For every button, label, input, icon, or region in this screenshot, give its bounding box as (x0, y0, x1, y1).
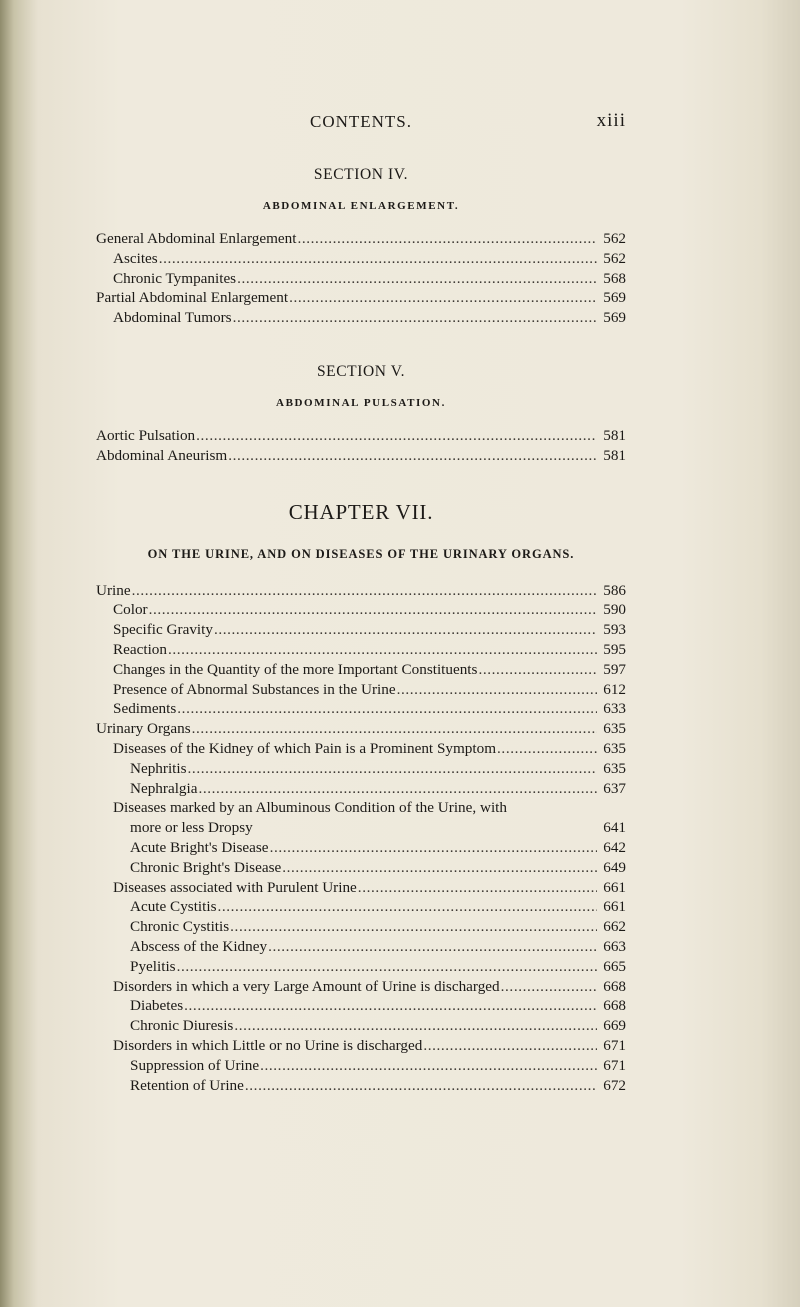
leader-dots (270, 838, 597, 858)
entry-page: 663 (603, 937, 626, 955)
entry-page: 661 (603, 898, 626, 916)
entry-page: 562 (603, 230, 626, 247)
entry-label: Aortic Pulsation (96, 426, 196, 444)
chapter-7-subtitle: ON THE URINE, AND ON DISEASES OF THE URINARY ORGANS. (147, 546, 575, 561)
entry-label: Diseases of the Kidney of which Pain is a Prominent Symptom (113, 739, 497, 757)
leader-dots (260, 1056, 597, 1076)
leader-dots (233, 308, 597, 328)
toc-entry[interactable] (96, 957, 626, 977)
leader-dots (501, 977, 597, 997)
toc-entry[interactable] (96, 660, 626, 680)
entry-label: Partial Abdominal Enlargement (96, 289, 289, 307)
entry-page: 562 (603, 249, 626, 267)
entry-page: 665 (603, 957, 626, 975)
leader-dots (192, 719, 597, 739)
toc-entry[interactable] (96, 1036, 626, 1056)
entry-page: 586 (603, 581, 626, 599)
entry-label: Abdominal Aneurism (96, 446, 228, 464)
leader-dots (230, 917, 597, 937)
section-5-subtitle: ABDOMINAL PULSATION. (276, 396, 446, 409)
leader-dots (214, 620, 597, 640)
entry-label: Diabetes (130, 997, 184, 1015)
leader-dots (177, 699, 597, 719)
entry-page: 637 (603, 779, 626, 797)
entry-page: 635 (603, 739, 626, 757)
running-head (96, 112, 626, 142)
entry-label: General Abdominal Enlargement (96, 230, 297, 247)
entry-page: 595 (603, 640, 626, 658)
toc-entry[interactable] (96, 739, 626, 759)
entry-page: 668 (603, 977, 626, 995)
leader-dots (289, 288, 597, 308)
entry-label: Pyelitis (130, 957, 176, 975)
leader-dots (159, 249, 597, 269)
leader-dots (196, 426, 597, 446)
entry-label: Chronic Bright's Disease (130, 858, 282, 876)
entry-page: 569 (603, 309, 626, 327)
toc-entry[interactable] (96, 759, 626, 779)
entry-label: Nephralgia (130, 779, 198, 797)
leader-dots (217, 897, 597, 917)
toc-entry[interactable] (96, 897, 626, 917)
entry-page: 568 (603, 269, 626, 287)
entry-page: 649 (603, 858, 626, 876)
entry-label: Presence of Abnormal Substances in the Urine (113, 680, 396, 698)
toc-entry[interactable] (96, 600, 626, 620)
toc-entry[interactable] (96, 977, 626, 997)
entry-page: 590 (603, 601, 626, 619)
entry-page: 593 (603, 621, 626, 639)
entry-label: Specific Gravity (113, 621, 213, 639)
entry-page: 597 (603, 660, 626, 678)
entry-page: 662 (603, 918, 626, 936)
toc-entry[interactable] (96, 249, 626, 269)
leader-dots (149, 600, 597, 620)
entry-label: Suppression of Urine (130, 1056, 260, 1074)
leader-dots (168, 640, 597, 660)
leader-dots (297, 229, 597, 249)
toc-entry[interactable] (96, 878, 626, 898)
leader-dots (132, 581, 597, 601)
entry-page: 635 (603, 759, 626, 777)
entry-label: Urine (96, 581, 131, 599)
toc-entry[interactable] (96, 446, 626, 466)
toc-entry[interactable] (96, 996, 626, 1016)
toc-entry[interactable] (96, 699, 626, 719)
toc-entry[interactable] (96, 1016, 626, 1036)
entry-label: Acute Bright's Disease (130, 838, 269, 856)
leader-dots (184, 996, 597, 1016)
entry-label: Reaction (113, 640, 167, 658)
leader-dots (245, 1076, 597, 1096)
entry-page: 635 (603, 720, 626, 738)
toc-entry[interactable] (96, 620, 626, 640)
leader-dots (177, 957, 597, 977)
toc-entry[interactable] (96, 937, 626, 957)
toc-entry[interactable] (96, 581, 626, 601)
leader-dots (397, 680, 597, 700)
toc-entry[interactable] (96, 308, 626, 328)
section-4-subtitle: ABDOMINAL ENLARGEMENT. (262, 200, 460, 212)
entry-line-1 (113, 798, 626, 818)
entry-page: 642 (603, 838, 626, 856)
toc-entry[interactable] (96, 1056, 626, 1076)
entry-label: Sediments (113, 700, 177, 718)
toc-entry-multiline[interactable] (96, 798, 626, 838)
entry-label: Diseases associated with Purulent Urine (113, 878, 357, 896)
toc-entry[interactable] (96, 917, 626, 937)
entry-label: Nephritis (130, 759, 187, 777)
leader-dots (198, 779, 597, 799)
entry-page: 672 (603, 1076, 626, 1094)
entry-page: 661 (603, 878, 626, 896)
toc-entry[interactable] (96, 426, 626, 446)
leader-dots (268, 937, 597, 957)
running-title: CONTENTS. (309, 112, 413, 131)
entry-label: Retention of Urine (130, 1076, 244, 1094)
entry-page: 569 (603, 289, 626, 307)
entry-page: 581 (603, 446, 626, 464)
entry-label: Urinary Organs (96, 720, 191, 738)
entry-label: Disorders in which a very Large Amount of Urine is discharged (113, 977, 500, 995)
entry-label: Color (113, 601, 148, 619)
leader-dots (188, 759, 597, 779)
toc-entry[interactable] (96, 858, 626, 878)
page-number: xiii (596, 110, 626, 131)
entry-label: Chronic Cystitis (130, 918, 230, 936)
entry-label: Changes in the Quantity of the more Important Constituents (113, 660, 478, 678)
page-content (96, 112, 626, 1095)
entry-page: 633 (603, 700, 626, 718)
entry-page: 671 (603, 1056, 626, 1074)
entry-label: Disorders in which Little or no Urine is discharged (113, 1036, 423, 1054)
entry-page: 581 (603, 426, 626, 444)
section-5-entries (96, 426, 626, 466)
leader-dots (478, 660, 597, 680)
leader-dots (358, 878, 597, 898)
section-4-title: SECTION IV. (313, 166, 409, 183)
entry-label: Acute Cystitis (130, 898, 217, 916)
entry-page: 669 (603, 1017, 626, 1035)
toc-entry[interactable] (96, 779, 626, 799)
toc-entry[interactable] (96, 229, 626, 249)
leader-dots (237, 269, 597, 289)
leader-dots (282, 858, 597, 878)
entry-label: Abdominal Tumors (113, 309, 232, 327)
chapter-7-title: CHAPTER VII. (288, 499, 434, 524)
toc-entry[interactable] (96, 269, 626, 289)
toc-entry[interactable] (96, 1076, 626, 1096)
toc-entry[interactable] (96, 719, 626, 739)
entry-page: 671 (603, 1036, 626, 1054)
leader-dots (423, 1036, 597, 1056)
toc-entry[interactable] (96, 640, 626, 660)
toc-entry[interactable] (96, 680, 626, 700)
entry-label: Abscess of the Kidney (130, 937, 268, 955)
entry-label: Chronic Tympanites (113, 269, 237, 287)
entry-page: 612 (603, 680, 626, 698)
entry-label: Diseases marked by an Albuminous Condition of the Urine, with (113, 799, 507, 817)
leader-dots (234, 1016, 597, 1036)
section-4-entries (96, 229, 626, 328)
toc-entry[interactable] (96, 288, 626, 308)
entry-label-continued: more or less Dropsy (130, 819, 253, 837)
entry-line-2 (113, 818, 626, 838)
leader-dots (228, 446, 597, 466)
entry-page: 641 (603, 819, 626, 837)
leader-dots (497, 739, 597, 759)
chapter-7-entries (96, 581, 626, 1096)
section-5-title: SECTION V. (316, 362, 406, 380)
toc-entry[interactable] (96, 838, 626, 858)
entry-label: Ascites (113, 249, 158, 267)
entry-label: Chronic Diuresis (130, 1017, 234, 1035)
entry-page: 668 (603, 997, 626, 1015)
